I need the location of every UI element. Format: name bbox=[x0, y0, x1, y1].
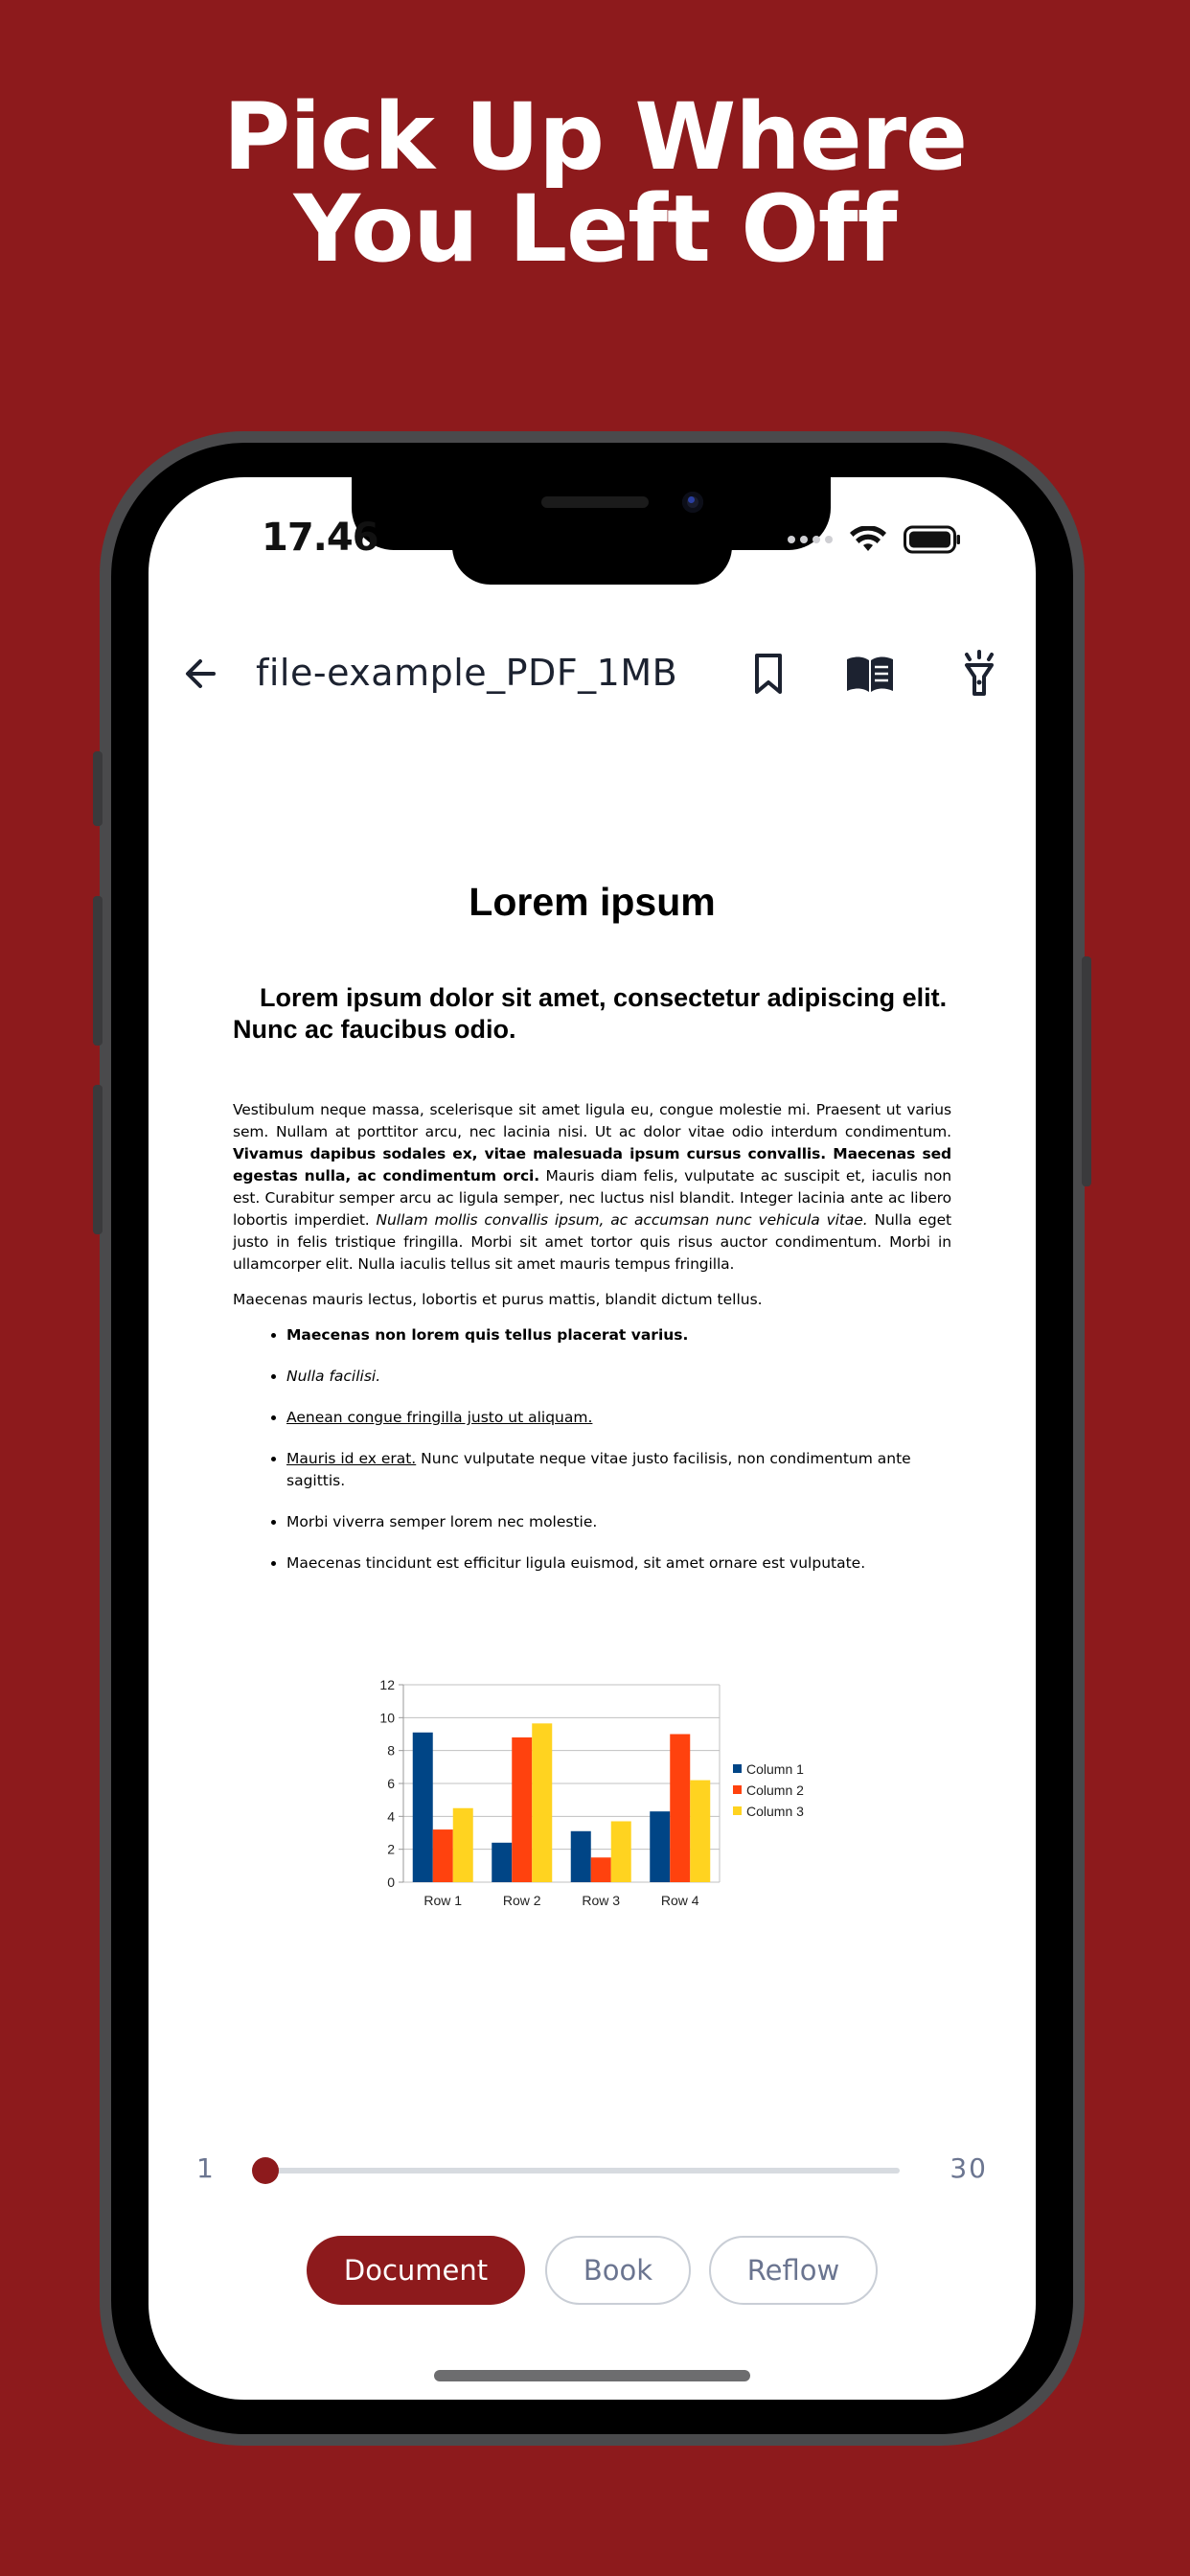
para1-text: Vestibulum neque massa, scelerisque sit amet ligula eu, congue molestie mi. Praesent ut varius sem. Nullam at porttitor arcu, nec lacinia nisi. Ut ac dolor vitae odio interdum condimentum. bbox=[233, 1101, 951, 1140]
chart-bar bbox=[453, 1808, 473, 1882]
chart-bar bbox=[670, 1735, 690, 1883]
promo-line-1: Pick Up Where bbox=[222, 83, 968, 191]
earpiece-speaker bbox=[541, 496, 649, 508]
chart-bar bbox=[413, 1733, 433, 1882]
book-mode-icon[interactable] bbox=[844, 648, 896, 700]
chart-bar bbox=[512, 1737, 532, 1882]
chart-bar bbox=[591, 1857, 611, 1882]
chart-y-tick-label: 6 bbox=[387, 1776, 395, 1791]
promo-headline bbox=[0, 83, 1190, 283]
list-item-link[interactable]: Mauris id ex erat. bbox=[286, 1450, 417, 1467]
page-slider-track[interactable] bbox=[263, 2168, 900, 2174]
chart-x-tick-label: Row 3 bbox=[582, 1893, 621, 1908]
chart-x-tick-label: Row 2 bbox=[502, 1893, 541, 1908]
list-item bbox=[286, 1511, 951, 1533]
list-item-text: Maecenas tincidunt est efficitur ligula euismod, sit amet ornare est vulputate. bbox=[286, 1554, 866, 1572]
chart-y-tick-label: 10 bbox=[379, 1710, 395, 1726]
chart-legend-label: Column 1 bbox=[746, 1761, 804, 1777]
chart-legend-swatch bbox=[733, 1806, 742, 1815]
chart-bar bbox=[532, 1723, 552, 1882]
home-indicator[interactable] bbox=[434, 2370, 750, 2381]
wifi-icon bbox=[850, 526, 886, 553]
volume-down-button bbox=[93, 1085, 103, 1234]
app-bar bbox=[149, 631, 1036, 717]
list-item bbox=[286, 1324, 951, 1346]
list-item bbox=[286, 1366, 951, 1388]
list-item bbox=[286, 1552, 951, 1575]
status-icons bbox=[788, 525, 961, 554]
chart-bar bbox=[611, 1821, 631, 1882]
pdf-paragraph-1 bbox=[233, 1099, 951, 1276]
chart-legend-label: Column 3 bbox=[746, 1804, 804, 1819]
chart-y-tick-label: 4 bbox=[387, 1808, 395, 1825]
promo-line-2: You Left Off bbox=[293, 175, 897, 283]
reflow-mode-button[interactable]: Reflow bbox=[709, 2236, 878, 2305]
pdf-page bbox=[233, 880, 951, 1594]
chart-bar bbox=[650, 1811, 670, 1882]
para1-italic: Nullam mollis convallis ipsum, ac accumsan nunc vehicula vitae. bbox=[376, 1211, 868, 1229]
notch-bottom bbox=[452, 535, 732, 585]
chart-y-tick-label: 12 bbox=[379, 1677, 395, 1692]
list-item-italic: Nulla facilisi. bbox=[286, 1368, 381, 1385]
chart-legend-label: Column 2 bbox=[746, 1782, 804, 1798]
pdf-subtitle: Lorem ipsum dolor sit amet, consectetur adipiscing elit. Nunc ac faucibus odio. bbox=[233, 983, 948, 1044]
document-title: file-example_PDF_1MB bbox=[256, 652, 678, 694]
chart-y-tick-label: 8 bbox=[387, 1742, 395, 1759]
phone-screen bbox=[149, 477, 1036, 2400]
para1-bold: Vivamus dapibus sodales ex, vitae malesuada ipsum cursus convallis. Maecenas sed egestas nulla, ac condimentum orci. bbox=[233, 1145, 951, 1184]
chart-bar bbox=[571, 1831, 591, 1882]
chart-legend-swatch bbox=[733, 1785, 742, 1794]
page-slider-thumb[interactable] bbox=[252, 2157, 279, 2184]
para1-text-3: Nulla eget justo in felis tristique fringilla. Morbi sit amet tortor quis risus auctor condimentum. Morbi in ullamcorper elit. Nulla iaculis tellus sit amet mauris tempus fringilla. bbox=[233, 1211, 951, 1273]
chart-bar bbox=[433, 1829, 453, 1882]
chart-legend-swatch bbox=[733, 1764, 742, 1773]
para1-text-2: Mauris diam felis, vulputate ac suscipit et, iaculis non est. Curabitur semper arcu ac ligula semper, nec luctus nisl blandit. Integer lacinia ante ac libero lobortis imperdiet. bbox=[233, 1167, 951, 1229]
pdf-title: Lorem ipsum bbox=[469, 880, 716, 924]
bookmark-icon[interactable] bbox=[743, 648, 794, 700]
battery-icon bbox=[904, 525, 961, 554]
flashlight-icon[interactable] bbox=[953, 648, 1005, 700]
cellular-signal-icon bbox=[788, 536, 833, 543]
chart-bar bbox=[690, 1781, 710, 1882]
status-time: 17.46 bbox=[262, 516, 378, 560]
chart-y-tick-label: 0 bbox=[387, 1874, 395, 1890]
list-item bbox=[286, 1448, 951, 1492]
list-item bbox=[286, 1407, 951, 1429]
list-item-underlined: Aenean congue fringilla justo ut aliquam. bbox=[286, 1409, 593, 1426]
front-camera bbox=[682, 492, 703, 513]
pdf-bar-chart bbox=[375, 1673, 825, 1913]
back-arrow-icon[interactable] bbox=[177, 650, 225, 698]
pdf-bullet-list bbox=[233, 1324, 951, 1575]
power-button bbox=[1082, 956, 1091, 1186]
document-mode-button[interactable]: Document bbox=[307, 2236, 525, 2305]
chart-x-tick-label: Row 1 bbox=[423, 1893, 463, 1908]
list-item-text: Nunc vulputate neque vitae justo facilisis, non condimentum ante sagittis. bbox=[286, 1450, 911, 1489]
page-end-label: 30 bbox=[950, 2152, 988, 2184]
mute-switch bbox=[93, 751, 103, 826]
book-mode-button[interactable]: Book bbox=[545, 2236, 691, 2305]
list-item-bold: Maecenas non lorem quis tellus placerat varius. bbox=[286, 1326, 689, 1344]
page-start-label: 1 bbox=[196, 2152, 214, 2184]
chart-y-tick-label: 2 bbox=[387, 1841, 395, 1857]
volume-up-button bbox=[93, 896, 103, 1046]
chart-x-tick-label: Row 4 bbox=[660, 1893, 699, 1908]
pdf-paragraph-2: Maecenas mauris lectus, lobortis et purus mattis, blandit dictum tellus. bbox=[233, 1291, 763, 1308]
chart-bar bbox=[492, 1843, 512, 1882]
list-item-text: Morbi viverra semper lorem nec molestie. bbox=[286, 1513, 598, 1530]
